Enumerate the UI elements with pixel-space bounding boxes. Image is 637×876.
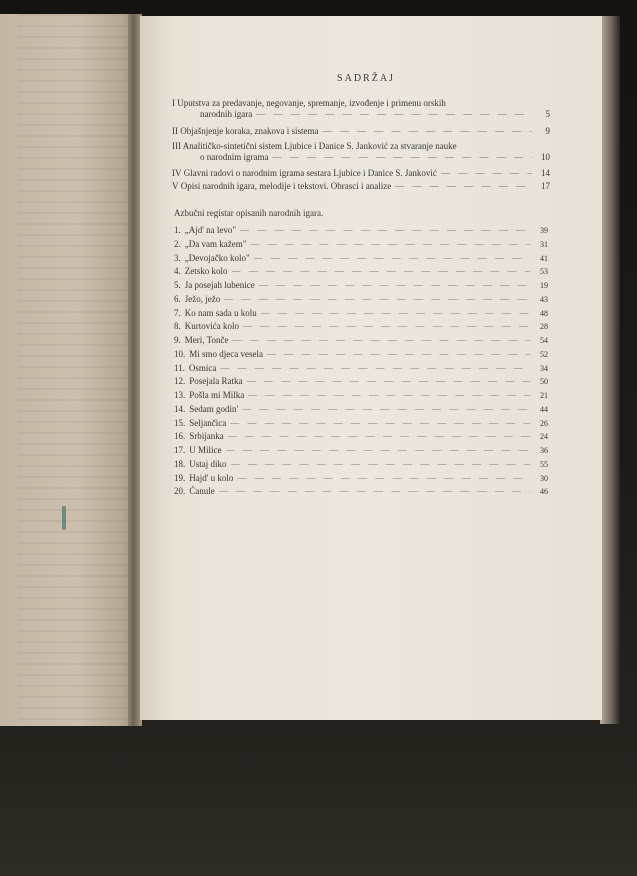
toc-roman: IV xyxy=(172,168,182,178)
dance-name: Kurtovića kolo xyxy=(184,321,239,332)
dance-page-number: 21 xyxy=(540,391,548,400)
list-item xyxy=(174,403,548,417)
list-item xyxy=(174,334,548,348)
toc-roman: V xyxy=(172,181,179,191)
list-item xyxy=(174,307,548,321)
dance-number: 5. xyxy=(174,280,181,290)
list-item xyxy=(174,430,548,444)
dance-number: 20. xyxy=(174,486,186,497)
dance-name: Ja posejah lubenice xyxy=(184,280,255,290)
dance-number: 8. xyxy=(174,321,181,332)
dance-page-number: 55 xyxy=(540,459,548,469)
dance-name: Srbijanka xyxy=(189,431,224,442)
dance-register-list xyxy=(174,224,548,499)
dance-number: 10. xyxy=(174,348,186,359)
dance-name: U Milice xyxy=(189,445,222,455)
dance-number: 7. xyxy=(174,307,181,318)
dance-page-number: 43 xyxy=(540,294,548,304)
dot-leader xyxy=(261,307,530,320)
toc-line: Objašnjenje koraka, znakova i sistema xyxy=(180,126,319,136)
toc-page-number: 14 xyxy=(541,168,550,178)
toc-page-number: 10 xyxy=(541,152,550,162)
dance-name: Posejala Ratka xyxy=(189,376,243,387)
dance-number: 6. xyxy=(174,293,181,304)
list-item xyxy=(174,320,548,334)
dance-page-number: 36 xyxy=(540,446,548,455)
toc-roman: II xyxy=(172,126,178,136)
dance-name: Mi smo djeca vesela xyxy=(189,348,263,359)
dot-leader xyxy=(322,126,532,137)
dance-name: „Ajd' na levo" xyxy=(184,225,237,235)
dot-leader xyxy=(250,238,530,251)
dot-leader xyxy=(230,417,530,430)
dance-name: Seljančica xyxy=(189,417,227,428)
toc-page-number: 17 xyxy=(541,181,550,191)
toc-line: Glavni radovi o narodnim igrama sestara Ljubice i Danice S. Janković xyxy=(183,168,437,178)
list-item xyxy=(174,417,548,431)
list-item xyxy=(174,265,548,279)
toc-line: Analitičko-sintetični sistem Ljubice i Danice S. Janković za stvaranje nauke xyxy=(182,141,457,151)
list-item xyxy=(174,348,548,362)
dance-name: Sedam godin' xyxy=(189,403,239,414)
dot-leader xyxy=(395,181,532,192)
dot-leader xyxy=(232,265,531,278)
dance-number: 9. xyxy=(174,335,181,345)
dance-page-number: 31 xyxy=(540,239,548,249)
toc-roman: I xyxy=(172,98,175,108)
dot-leader xyxy=(237,472,530,485)
dot-leader xyxy=(232,334,530,347)
dance-page-number: 53 xyxy=(540,267,548,277)
list-item xyxy=(174,444,548,458)
toc-entry-2 xyxy=(172,126,550,137)
dance-name: Ustaj diko xyxy=(189,458,227,469)
dot-leader xyxy=(267,348,530,361)
dance-name: „Da vam kažem" xyxy=(184,238,247,249)
dot-leader xyxy=(248,389,530,402)
dot-leader xyxy=(243,320,530,333)
dance-name: Zetsko kolo xyxy=(184,266,228,277)
dot-leader xyxy=(254,252,530,265)
list-item xyxy=(174,279,548,293)
dance-number: 16. xyxy=(174,431,186,442)
list-item xyxy=(174,389,548,403)
dance-page-number: 52 xyxy=(540,349,548,359)
list-item xyxy=(174,252,548,266)
dot-leader xyxy=(240,224,530,237)
dance-page-number: 34 xyxy=(540,363,548,373)
dance-page-number: 26 xyxy=(540,418,548,428)
dot-leader xyxy=(228,430,530,443)
dot-leader xyxy=(272,152,532,163)
dance-number: 11. xyxy=(174,362,185,373)
dot-leader xyxy=(256,109,532,120)
dot-leader xyxy=(242,403,530,416)
dot-leader xyxy=(219,485,530,498)
dance-number: 17. xyxy=(174,445,186,455)
list-item xyxy=(174,293,548,307)
dance-page-number: 41 xyxy=(540,253,548,263)
dance-page-number: 39 xyxy=(540,226,548,235)
list-item xyxy=(174,472,548,486)
dance-name: Ko nam sada u kolu xyxy=(184,307,257,318)
dance-page-number: 50 xyxy=(540,377,548,387)
dance-number: 15. xyxy=(174,417,186,428)
dance-name: Ježo, ježo xyxy=(184,293,221,304)
dot-leader xyxy=(231,458,531,471)
dance-number: 12. xyxy=(174,376,186,387)
dance-page-number: 19 xyxy=(540,281,548,290)
list-item xyxy=(174,458,548,472)
toc-entry-3 xyxy=(172,141,550,163)
dance-number: 14. xyxy=(174,403,186,414)
toc-entry-1 xyxy=(172,98,550,120)
toc-line: Uputstva za predavanje, negovanje, spremanje, izvođenje i primenu orskih xyxy=(177,98,446,108)
toc-line: Opisi narodnih igara, melodije i tekstovi. Obrasci i analize xyxy=(180,181,392,191)
toc-line: narodnih igara xyxy=(200,109,253,119)
dance-page-number: 24 xyxy=(540,432,548,442)
dance-number: 19. xyxy=(174,472,186,483)
dance-name: Ćanule xyxy=(189,486,215,497)
dot-leader xyxy=(220,362,530,375)
dot-leader xyxy=(226,444,531,457)
list-item xyxy=(174,375,548,389)
list-item xyxy=(174,238,548,252)
dance-number: 1. xyxy=(174,225,181,235)
dance-number: 3. xyxy=(174,252,181,263)
dance-name: „Devojačko kolo" xyxy=(184,252,250,263)
toc-page-number: 5 xyxy=(545,109,550,119)
dance-page-number: 54 xyxy=(540,336,548,345)
dance-name: Meri, Tonče xyxy=(184,335,229,345)
dance-page-number: 30 xyxy=(540,473,548,483)
list-item xyxy=(174,485,548,499)
dot-leader xyxy=(259,279,530,292)
dot-leader xyxy=(247,375,531,388)
toc-entry-4 xyxy=(172,168,550,179)
dance-page-number: 46 xyxy=(540,487,548,497)
dance-page-number: 28 xyxy=(540,322,548,332)
register-heading: Azbučni registar opisanih narodnih igara. xyxy=(174,208,324,218)
dance-name: Hajd' u kolo xyxy=(189,472,234,483)
dance-number: 2. xyxy=(174,238,181,249)
dance-name: Pošla mi Milka xyxy=(189,390,245,400)
dot-leader xyxy=(441,168,532,179)
list-item xyxy=(174,362,548,376)
list-item xyxy=(174,224,548,238)
page-title: SADRŽAJ xyxy=(337,73,395,84)
toc-line: o narodnim igrama xyxy=(200,152,269,162)
dance-name: Osmica xyxy=(188,362,217,373)
toc-roman: III xyxy=(172,141,181,151)
dot-leader xyxy=(224,293,530,306)
toc-entry-5 xyxy=(172,181,550,192)
dance-page-number: 44 xyxy=(540,404,548,414)
toc-page-number: 9 xyxy=(545,126,550,136)
dance-page-number: 48 xyxy=(540,308,548,318)
dance-number: 18. xyxy=(174,458,186,469)
dance-number: 13. xyxy=(174,390,186,400)
dance-number: 4. xyxy=(174,266,181,277)
